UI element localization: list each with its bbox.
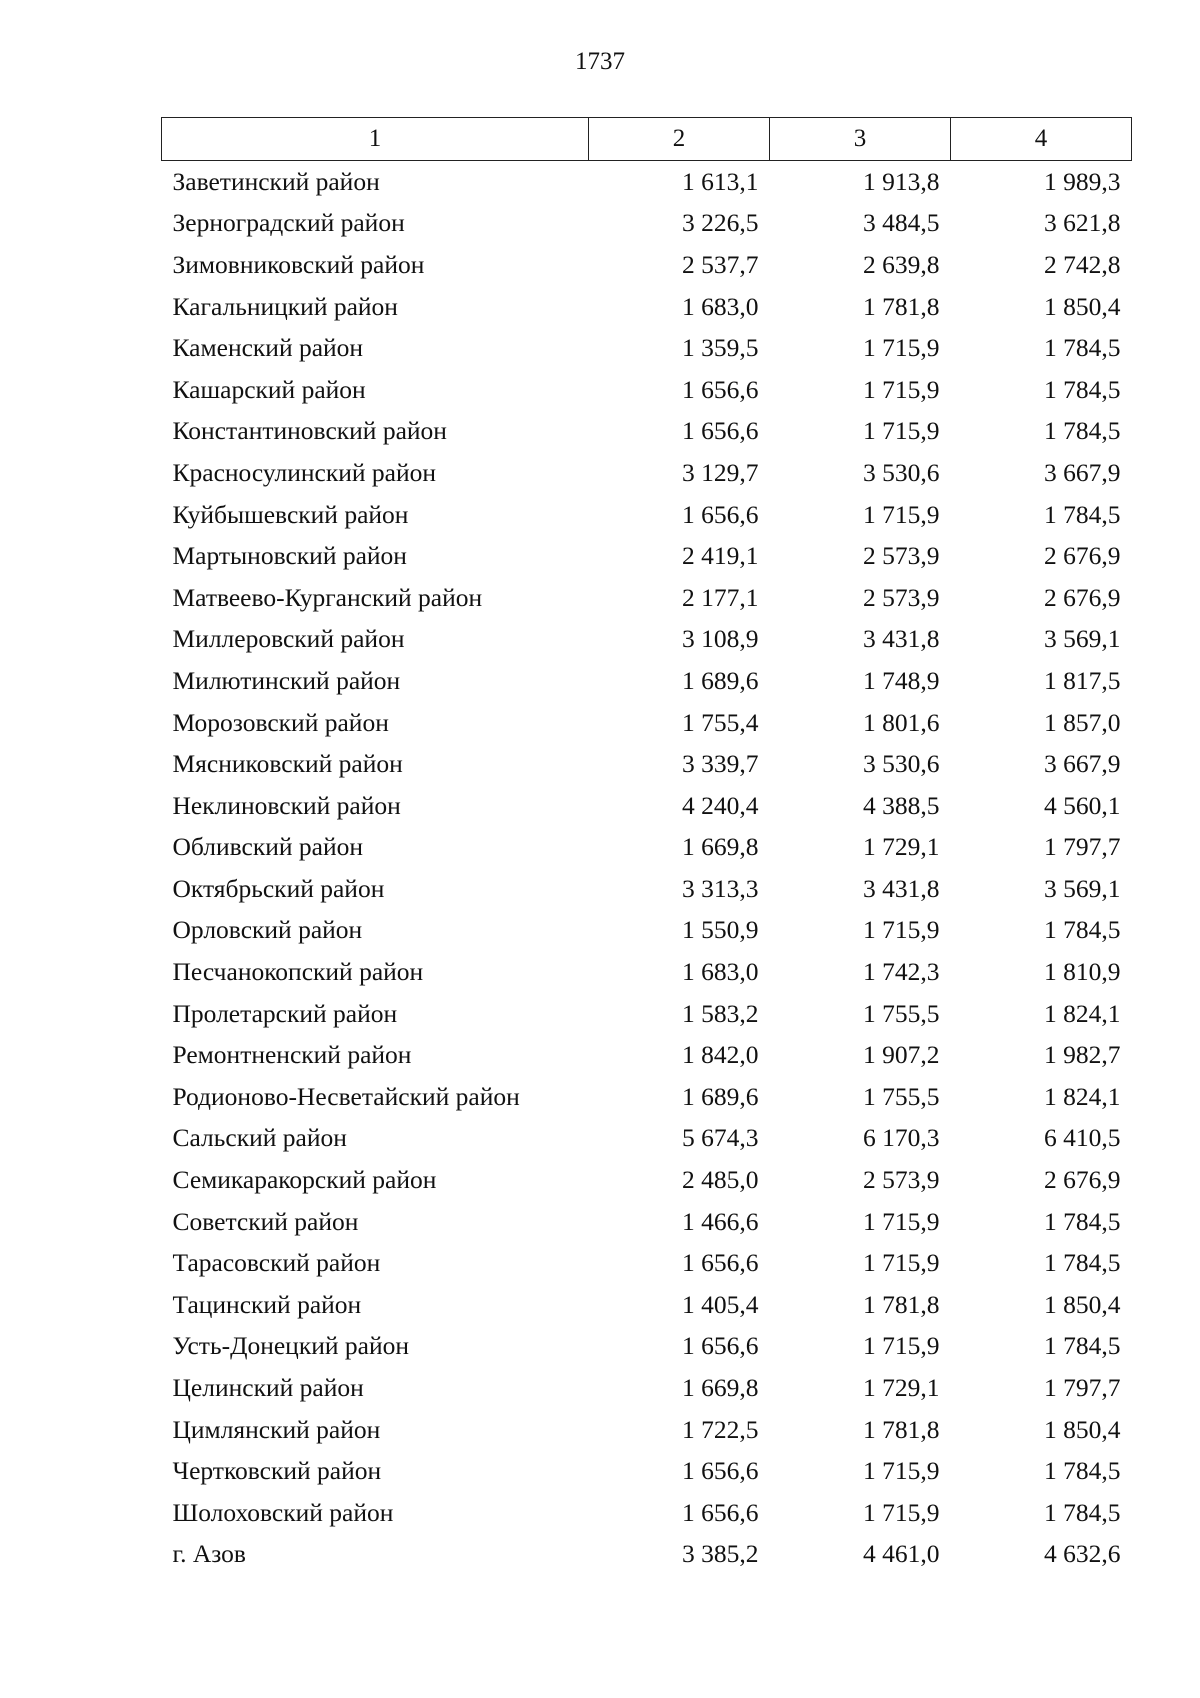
value-cell-col3: 6 170,3: [863, 1123, 940, 1153]
district-name-cell: Миллеровский район: [172, 624, 405, 654]
table-row: [162, 702, 1132, 744]
value-cell-col2: 1 683,0: [682, 957, 759, 987]
value-cell-col2: 1 583,2: [682, 998, 759, 1028]
value-cell-col2: 1 613,1: [682, 166, 759, 196]
value-cell-col2: 1 656,6: [682, 374, 759, 404]
district-name-cell: Морозовский район: [172, 707, 389, 737]
table-row: [162, 494, 1132, 536]
table-row: [162, 577, 1132, 619]
value-cell-col3: 1 715,9: [863, 499, 940, 529]
value-cell-col2: 1 359,5: [682, 333, 759, 363]
value-cell-col2: 5 674,3: [682, 1123, 759, 1153]
district-name-cell: Октябрьский район: [172, 873, 385, 903]
value-cell-col3: 1 781,8: [863, 291, 940, 321]
table-row: [162, 535, 1132, 577]
value-cell-col4: 3 621,8: [1044, 208, 1121, 238]
district-name-cell: Цимлянский район: [172, 1414, 381, 1444]
table-row: [162, 1284, 1132, 1326]
value-cell-col3: 1 715,9: [863, 1206, 940, 1236]
district-name-cell: Обливский район: [172, 832, 364, 862]
value-cell-col3: 1 781,8: [863, 1414, 940, 1444]
value-cell-col4: 1 824,1: [1044, 1081, 1121, 1111]
table-row: [162, 203, 1132, 245]
district-name-cell: Советский район: [172, 1206, 359, 1236]
value-cell-col2: 2 537,7: [682, 249, 759, 279]
value-cell-col3: 1 729,1: [863, 1373, 940, 1403]
district-name-cell: Кагальницкий район: [172, 291, 398, 321]
value-cell-col2: 3 226,5: [682, 208, 759, 238]
table-row: [162, 369, 1132, 411]
value-cell-col4: 1 797,7: [1044, 832, 1121, 862]
table-row: [162, 244, 1132, 286]
table-row: [162, 1034, 1132, 1076]
district-name-cell: Сальский район: [172, 1123, 347, 1153]
value-cell-col4: 1 850,4: [1044, 1289, 1121, 1319]
table-row: [162, 1367, 1132, 1409]
district-name-cell: Мартыновский район: [172, 541, 407, 571]
district-name-cell: Чертковский район: [172, 1456, 382, 1486]
table-row: [162, 286, 1132, 328]
value-cell-col2: 2 419,1: [682, 541, 759, 571]
value-cell-col4: 1 982,7: [1044, 1040, 1121, 1070]
district-name-cell: Усть-Донецкий район: [172, 1331, 409, 1361]
value-cell-col2: 1 669,8: [682, 832, 759, 862]
value-cell-col3: 1 715,9: [863, 374, 940, 404]
value-cell-col3: 1 715,9: [863, 1331, 940, 1361]
value-cell-col3: 3 431,8: [863, 624, 940, 654]
header-row: [162, 118, 1132, 161]
value-cell-col3: 1 742,3: [863, 957, 940, 987]
district-name-cell: Песчанокопский район: [172, 957, 424, 987]
page-number: 1737: [575, 48, 625, 75]
table-row: [162, 1450, 1132, 1492]
value-cell-col2: 4 240,4: [682, 790, 759, 820]
value-cell-col3: 4 461,0: [863, 1539, 940, 1569]
value-cell-col4: 2 676,9: [1044, 582, 1121, 612]
column-header-3: 3: [770, 118, 951, 161]
value-cell-col3: 3 484,5: [863, 208, 940, 238]
table-row: [162, 1076, 1132, 1118]
value-cell-col4: 1 784,5: [1044, 1206, 1121, 1236]
value-cell-col4: 1 784,5: [1044, 915, 1121, 945]
value-cell-col3: 2 573,9: [863, 541, 940, 571]
value-cell-col3: 1 715,9: [863, 333, 940, 363]
value-cell-col2: 3 129,7: [682, 457, 759, 487]
table-row: [162, 619, 1132, 661]
column-header-4: 4: [951, 118, 1132, 161]
district-name-cell: Пролетарский район: [172, 998, 398, 1028]
value-cell-col3: 1 748,9: [863, 665, 940, 695]
value-cell-col4: 3 569,1: [1044, 873, 1121, 903]
value-cell-col4: 1 850,4: [1044, 291, 1121, 321]
value-cell-col4: 3 569,1: [1044, 624, 1121, 654]
value-cell-col2: 1 755,4: [682, 707, 759, 737]
value-cell-col4: 1 850,4: [1044, 1414, 1121, 1444]
value-cell-col2: 1 466,6: [682, 1206, 759, 1236]
table-row: [162, 910, 1132, 952]
value-cell-col4: 1 857,0: [1044, 707, 1121, 737]
table-row: [162, 452, 1132, 494]
value-cell-col3: 1 913,8: [863, 166, 940, 196]
table-row: [162, 1118, 1132, 1160]
value-cell-col2: 3 339,7: [682, 749, 759, 779]
value-cell-col2: 1 405,4: [682, 1289, 759, 1319]
value-cell-col4: 1 817,5: [1044, 665, 1121, 695]
district-name-cell: Матвеево-Курганский район: [172, 582, 483, 612]
value-cell-col3: 1 729,1: [863, 832, 940, 862]
district-name-cell: Кашарский район: [172, 374, 366, 404]
value-cell-col4: 1 784,5: [1044, 1331, 1121, 1361]
value-cell-col3: 1 715,9: [863, 1456, 940, 1486]
value-cell-col4: 3 667,9: [1044, 457, 1121, 487]
value-cell-col4: 1 784,5: [1044, 333, 1121, 363]
value-cell-col4: 6 410,5: [1044, 1123, 1121, 1153]
column-header-1: 1: [162, 118, 589, 161]
table-row: [162, 743, 1132, 785]
value-cell-col4: 1 824,1: [1044, 998, 1121, 1028]
value-cell-col2: 2 485,0: [682, 1165, 759, 1195]
value-cell-col3: 3 431,8: [863, 873, 940, 903]
value-cell-col4: 1 784,5: [1044, 1497, 1121, 1527]
value-cell-col3: 1 755,5: [863, 1081, 940, 1111]
data-table: [161, 117, 1132, 1575]
district-name-cell: г. Азов: [172, 1539, 246, 1569]
district-name-cell: Мясниковский район: [172, 749, 403, 779]
value-cell-col3: 1 715,9: [863, 1497, 940, 1527]
table-row: [162, 327, 1132, 369]
district-name-cell: Каменский район: [172, 333, 364, 363]
district-name-cell: Орловский район: [172, 915, 363, 945]
district-name-cell: Тарасовский район: [172, 1248, 381, 1278]
value-cell-col2: 1 669,8: [682, 1373, 759, 1403]
value-cell-col4: 1 810,9: [1044, 957, 1121, 987]
value-cell-col2: 1 722,5: [682, 1414, 759, 1444]
value-cell-col4: 2 676,9: [1044, 541, 1121, 571]
table-row: [162, 1201, 1132, 1243]
district-name-cell: Шолоховский район: [172, 1497, 394, 1527]
value-cell-col4: 3 667,9: [1044, 749, 1121, 779]
district-name-cell: Целинский район: [172, 1373, 364, 1403]
table-row: [162, 951, 1132, 993]
value-cell-col3: 1 715,9: [863, 915, 940, 945]
table-row: [162, 993, 1132, 1035]
district-name-cell: Константиновский район: [172, 416, 447, 446]
value-cell-col3: 3 530,6: [863, 457, 940, 487]
district-name-cell: Зимовниковский район: [172, 249, 425, 279]
value-cell-col2: 1 656,6: [682, 1248, 759, 1278]
value-cell-col2: 1 656,6: [682, 416, 759, 446]
table-row: [162, 1242, 1132, 1284]
value-cell-col2: 3 313,3: [682, 873, 759, 903]
value-cell-col3: 1 755,5: [863, 998, 940, 1028]
value-cell-col3: 1 801,6: [863, 707, 940, 737]
district-name-cell: Тацинский район: [172, 1289, 362, 1319]
table-row: [162, 1409, 1132, 1451]
value-cell-col4: 4 632,6: [1044, 1539, 1121, 1569]
table-row: [162, 411, 1132, 453]
value-cell-col3: 1 715,9: [863, 416, 940, 446]
value-cell-col4: 1 989,3: [1044, 166, 1121, 196]
value-cell-col2: 1 689,6: [682, 665, 759, 695]
value-cell-col3: 2 573,9: [863, 582, 940, 612]
value-cell-col4: 1 784,5: [1044, 416, 1121, 446]
table-row: [162, 161, 1132, 203]
value-cell-col3: 1 907,2: [863, 1040, 940, 1070]
value-cell-col3: 4 388,5: [863, 790, 940, 820]
value-cell-col3: 3 530,6: [863, 749, 940, 779]
value-cell-col4: 2 742,8: [1044, 249, 1121, 279]
value-cell-col3: 1 715,9: [863, 1248, 940, 1278]
value-cell-col2: 1 842,0: [682, 1040, 759, 1070]
district-name-cell: Семикаракорский район: [172, 1165, 437, 1195]
value-cell-col4: 1 797,7: [1044, 1373, 1121, 1403]
table-row: [162, 1534, 1132, 1576]
table-row: [162, 827, 1132, 869]
value-cell-col2: 2 177,1: [682, 582, 759, 612]
value-cell-col3: 2 573,9: [863, 1165, 940, 1195]
value-cell-col2: 1 689,6: [682, 1081, 759, 1111]
value-cell-col2: 1 656,6: [682, 1456, 759, 1486]
value-cell-col2: 3 108,9: [682, 624, 759, 654]
table-header: [162, 118, 1132, 161]
value-cell-col2: 1 550,9: [682, 915, 759, 945]
table-row: [162, 1159, 1132, 1201]
value-cell-col2: 1 656,6: [682, 1497, 759, 1527]
table-body: [162, 161, 1132, 1576]
value-cell-col3: 1 781,8: [863, 1289, 940, 1319]
district-name-cell: Ремонтненский район: [172, 1040, 412, 1070]
value-cell-col2: 1 683,0: [682, 291, 759, 321]
district-name-cell: Неклиновский район: [172, 790, 401, 820]
value-cell-col2: 1 656,6: [682, 499, 759, 529]
value-cell-col4: 1 784,5: [1044, 499, 1121, 529]
table-row: [162, 1326, 1132, 1368]
value-cell-col4: 4 560,1: [1044, 790, 1121, 820]
district-name-cell: Милютинский район: [172, 665, 401, 695]
district-name-cell: Родионово-Несветайский район: [172, 1081, 520, 1111]
value-cell-col2: 1 656,6: [682, 1331, 759, 1361]
value-cell-col4: 1 784,5: [1044, 374, 1121, 404]
table-row: [162, 868, 1132, 910]
district-name-cell: Красносулинский район: [172, 457, 437, 487]
column-header-2: 2: [589, 118, 770, 161]
district-name-cell: Зерноградский район: [172, 208, 405, 238]
value-cell-col2: 3 385,2: [682, 1539, 759, 1569]
district-name-cell: Заветинский район: [172, 166, 380, 196]
value-cell-col4: 1 784,5: [1044, 1456, 1121, 1486]
value-cell-col3: 2 639,8: [863, 249, 940, 279]
table-row: [162, 785, 1132, 827]
table-row: [162, 1492, 1132, 1534]
value-cell-col4: 2 676,9: [1044, 1165, 1121, 1195]
table-row: [162, 660, 1132, 702]
district-name-cell: Куйбышевский район: [172, 499, 409, 529]
value-cell-col4: 1 784,5: [1044, 1248, 1121, 1278]
